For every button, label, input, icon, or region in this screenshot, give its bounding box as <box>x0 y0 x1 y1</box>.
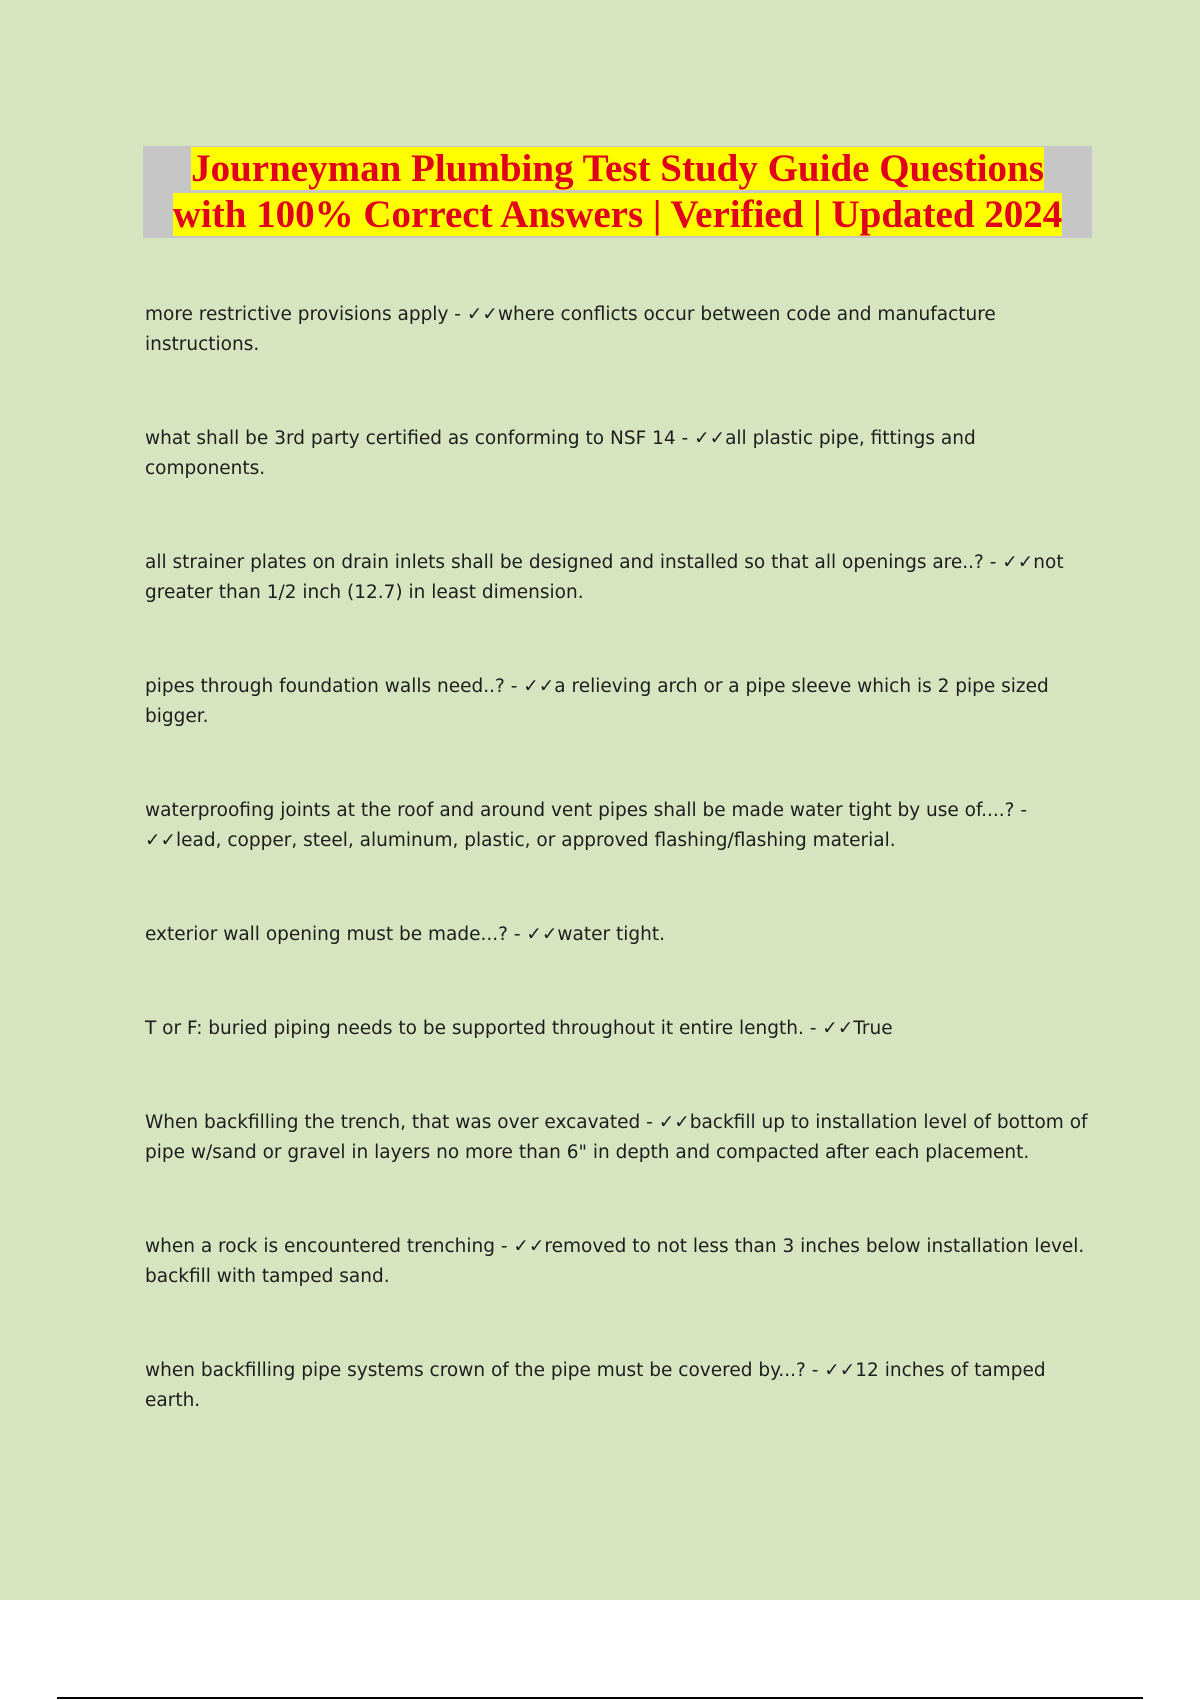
title-line-2: with 100% Correct Answers | Verified | Updated 2024 <box>172 193 1063 236</box>
qa-list <box>145 300 1095 1480</box>
qa-item: all strainer plates on drain inlets shall be designed and installed so that all openings are..? - ✓✓not greater than 1/2 inch (12.7) in least dimension. <box>145 552 1064 603</box>
qa-item: when a rock is encountered trenching - ✓✓removed to not less than 3 inches below installation level. backfill with tamped sand. <box>145 1236 1085 1287</box>
qa-item: what shall be 3rd party certified as conforming to NSF 14 - ✓✓all plastic pipe, fittings and components. <box>145 428 976 479</box>
qa-item: waterproofing joints at the roof and around vent pipes shall be made water tight by use of....? - ✓✓lead, copper, steel, aluminum, plastic, or approved flashing/flashing material. <box>145 800 1028 851</box>
qa-item: T or F: buried piping needs to be supported throughout it entire length. - ✓✓True <box>145 1018 893 1039</box>
document-title <box>143 146 1092 238</box>
qa-item: When backfilling the trench, that was over excavated - ✓✓backfill up to installation level of bottom of pipe w/sand or gravel in layers no more than 6" in depth and compacted after each placement. <box>145 1112 1088 1163</box>
qa-item: exterior wall opening must be made...? - ✓✓water tight. <box>145 924 665 945</box>
qa-item: when backfilling pipe systems crown of the pipe must be covered by...? - ✓✓12 inches of tamped earth. <box>145 1360 1046 1411</box>
qa-item: more restrictive provisions apply - ✓✓where conflicts occur between code and manufacture instructions. <box>145 304 996 355</box>
footer-divider <box>57 1697 1143 1699</box>
qa-item: pipes through foundation walls need..? - ✓✓a relieving arch or a pipe sleeve which is 2 pipe sized bigger. <box>145 676 1049 727</box>
title-line-1: Journeyman Plumbing Test Study Guide Questions <box>191 147 1044 190</box>
